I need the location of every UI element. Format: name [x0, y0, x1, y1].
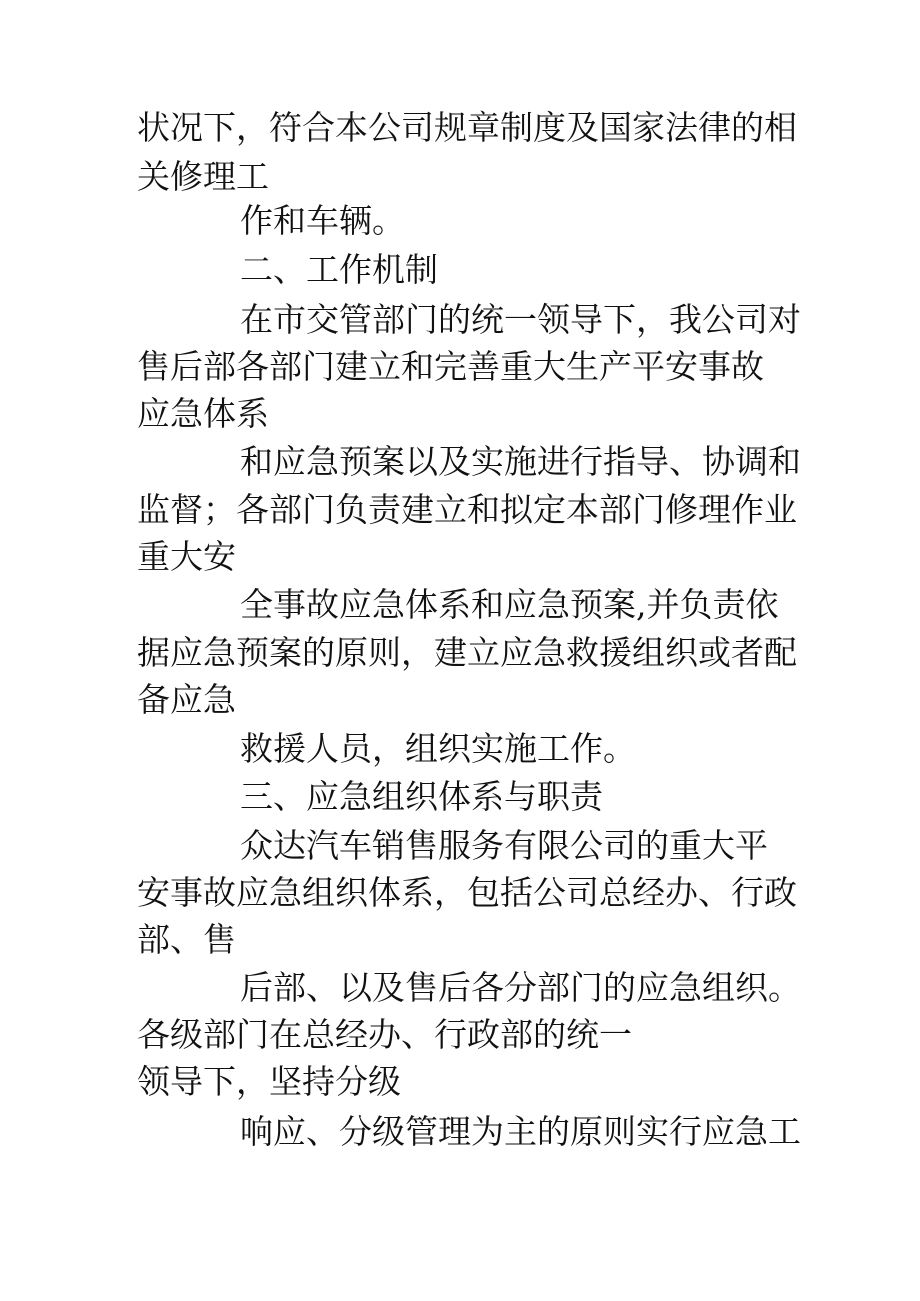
text-line: 应急体系: [137, 394, 269, 433]
text-line: 监督；各部门负责建立和拟定本部门修理作业: [137, 490, 797, 529]
text-line: 状况下，符合本公司规章制度及国家法律的相: [137, 108, 797, 147]
text-line: 各级部门在总经办、行政部的统一: [137, 1015, 632, 1054]
text-line: 作和车辆。: [240, 201, 405, 240]
text-line: 和应急预案以及实施进行指导、协调和: [240, 442, 801, 481]
text-line: 响应、分级管理为主的原则实行应急工: [240, 1112, 801, 1151]
text-line: 售后部各部门建立和完善重大生产平安事故: [137, 347, 764, 386]
text-line: 重大安: [137, 537, 236, 576]
text-line: 领导下，坚持分级: [137, 1062, 401, 1101]
text-line: 在市交管部门的统一领导下，我公司对: [240, 300, 801, 339]
section-heading: 二、工作机制: [240, 250, 438, 289]
text-line: 全事故应急体系和应急预案,并负责依: [240, 585, 779, 624]
text-line: 部、售: [137, 920, 236, 959]
text-line: 关修理工: [137, 157, 269, 196]
text-line: 救援人员，组织实施工作。: [240, 729, 636, 768]
text-line: 后部、以及售后各分部门的应急组织。: [240, 968, 801, 1007]
text-line: 安事故应急组织体系，包括公司总经办、行政: [137, 873, 797, 912]
section-heading: 三、应急组织体系与职责: [240, 777, 603, 816]
text-line: 据应急预案的原则，建立应急救援组织或者配: [137, 633, 797, 672]
text-line: 众达汽车销售服务有限公司的重大平: [240, 826, 768, 865]
text-line: 备应急: [137, 680, 236, 719]
